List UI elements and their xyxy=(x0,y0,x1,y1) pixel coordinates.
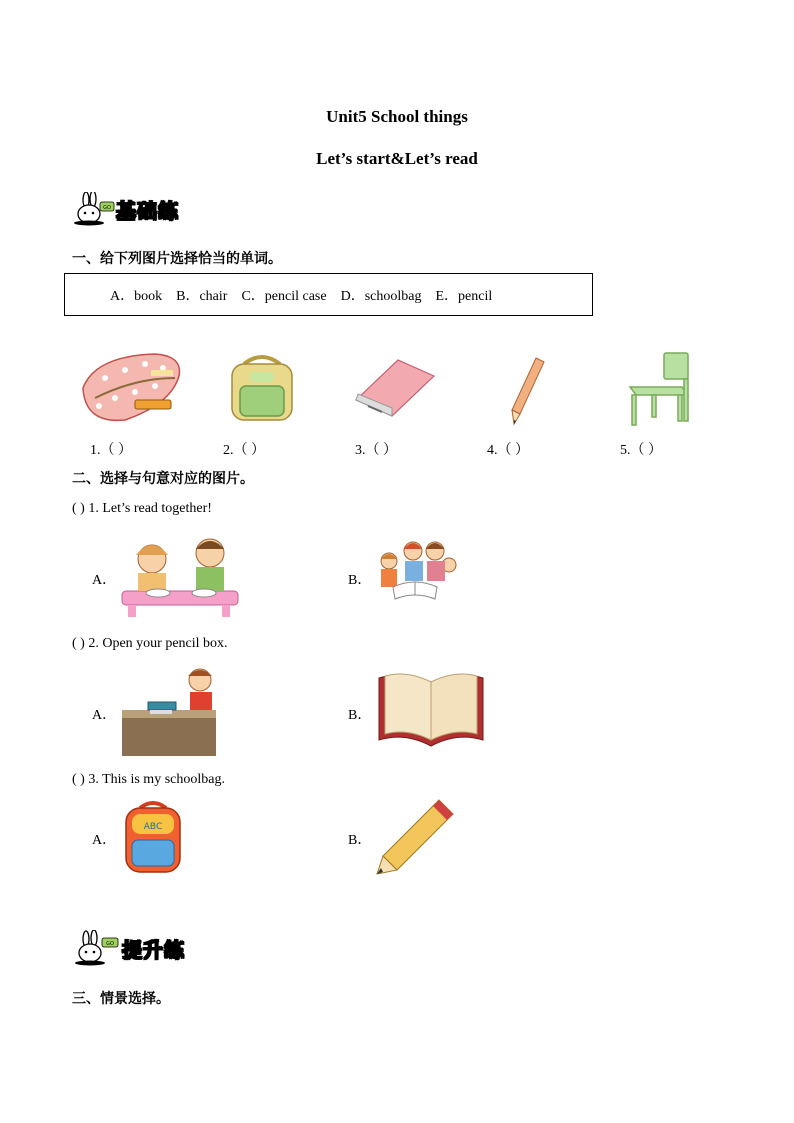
option-b-label: B． xyxy=(348,573,372,588)
question-1 xyxy=(72,501,212,517)
open-book-picture xyxy=(375,670,487,750)
section-badge-basic xyxy=(72,192,179,226)
boy-at-desk-picture xyxy=(120,662,222,758)
answer-blank[interactable]: 2.（ ） xyxy=(223,443,265,458)
question-blank[interactable]: ( ) 2. xyxy=(72,636,99,651)
option-a-label: A． xyxy=(92,573,117,588)
section-badge-advanced xyxy=(72,930,185,966)
backpack-picture xyxy=(118,798,188,876)
question-3 xyxy=(72,772,225,788)
option-b-label: B． xyxy=(348,833,372,848)
answer-blank[interactable]: 3.（ ） xyxy=(355,443,397,458)
page-title: Unit5 School things xyxy=(326,107,468,126)
word-option: A．book xyxy=(110,288,163,304)
bunny-icon xyxy=(72,930,122,966)
word-option: B．chair xyxy=(176,288,228,304)
kids-eating-picture xyxy=(118,533,242,619)
svg-text:ABC: ABC xyxy=(143,822,163,832)
section-badge-text: 基础练 xyxy=(116,198,179,223)
part3-heading: 三、情景选择。 xyxy=(72,991,170,1007)
family-reading-picture xyxy=(373,535,459,607)
answer-blank[interactable]: 5.（ ） xyxy=(620,443,662,458)
pencil-case-picture xyxy=(75,348,185,428)
question-text: Let’s read together! xyxy=(102,501,212,516)
question-blank[interactable]: ( ) 3. xyxy=(72,772,99,787)
question-text: This is my schoolbag. xyxy=(102,772,225,787)
option-b-label: B． xyxy=(348,708,372,723)
svg-text:GO: GO xyxy=(103,205,111,211)
part2-heading: 二、选择与句意对应的图片。 xyxy=(72,471,254,487)
answer-blank[interactable]: 4.（ ） xyxy=(487,443,529,458)
word-option: E．pencil xyxy=(435,288,493,304)
svg-text:GO: GO xyxy=(106,941,114,947)
question-text: Open your pencil box. xyxy=(102,636,228,651)
word-option: D．schoolbag xyxy=(340,288,422,304)
word-option: C．pencil case xyxy=(241,288,327,304)
question-blank[interactable]: ( ) 1. xyxy=(72,501,99,516)
chair-picture xyxy=(622,351,696,427)
option-a-label: A． xyxy=(92,833,117,848)
question-2 xyxy=(72,636,228,652)
schoolbag-picture xyxy=(222,352,302,424)
book-picture xyxy=(354,358,436,418)
pencil-picture xyxy=(506,356,546,426)
section-badge-text: 提升练 xyxy=(122,937,185,962)
answer-blank[interactable]: 1.（ ） xyxy=(90,443,132,458)
page-subtitle: Let’s start&Let’s read xyxy=(316,149,478,168)
pencil-b-picture xyxy=(375,796,457,876)
bunny-icon xyxy=(72,192,116,226)
word-bank xyxy=(64,273,593,316)
option-a-label: A． xyxy=(92,708,117,723)
part1-heading: 一、给下列图片选择恰当的单词。 xyxy=(72,251,282,267)
